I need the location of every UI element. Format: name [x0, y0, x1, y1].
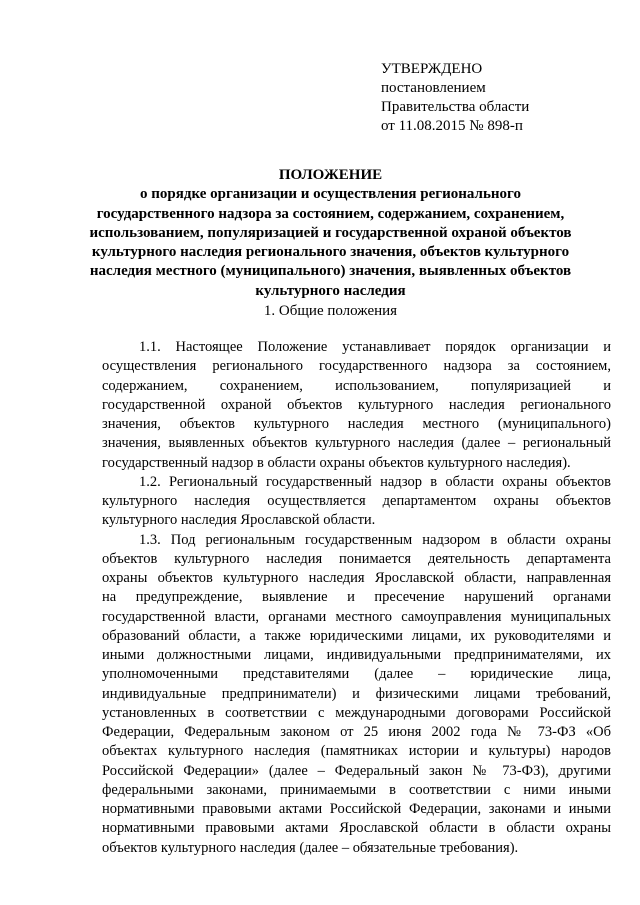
approval-stamp	[381, 60, 529, 136]
text-line: осуществления регионального государственного надзора за состоянием,	[102, 358, 611, 375]
text-line: на предупреждение, выявление и пресечение нарушений органами	[102, 589, 611, 606]
text-line: содержанием, сохранением, использованием, популяризацией и	[102, 377, 611, 394]
text-line: значения, выявленных объектов культурного наследия (далее – региональный	[102, 435, 611, 452]
title-line: ПОЛОЖЕНИЕ	[278, 167, 383, 183]
text-line: объектов культурного наследия понимается деятельность департамента	[102, 550, 611, 567]
approval-word: УТВЕРЖДЕНО	[381, 61, 483, 77]
title-line: государственного надзора за состоянием, содержанием, сохранением,	[96, 205, 565, 222]
text-line: объектов культурного наследия (далее – обязательные требования).	[102, 839, 519, 856]
approval-government: Правительства области	[381, 99, 530, 115]
text-line: Федерации, Федеральным законом от 25 июня 2002 года № 73-ФЗ «Об	[102, 724, 611, 740]
text-line: уполномоченными представителями (далее – юридические лица,	[102, 666, 611, 683]
text-line: иными должностными лицами, индивидуальными предпринимателями, их	[102, 647, 611, 663]
paragraph-1-1	[102, 338, 611, 473]
title-line: культурного наследия регионального значения, объектов культурного	[91, 244, 570, 261]
text-line: Российской Федерации» (далее – Федеральный закон № 73-ФЗ), другими	[102, 762, 611, 779]
text-line: государственной охраной объектов культурного наследия регионального	[102, 396, 611, 413]
text-line: нормативными правовыми актами Ярославской области в области охраны	[102, 820, 611, 837]
document-body	[102, 338, 611, 858]
title-line: культурного наследия	[255, 282, 406, 299]
text-line: государственной власти, органами местного самоуправления муниципальных	[102, 608, 611, 625]
text-line: 1.3. Под региональным государственным надзором в области охраны	[139, 531, 611, 548]
text-line: индивидуальные предприниматели) и физическими лицами требований,	[102, 685, 611, 702]
paragraph-1-2	[102, 473, 611, 531]
approval-by-resolution: постановлением	[381, 80, 486, 96]
title-line: о порядке организации и осуществления регионального	[140, 186, 521, 203]
title-line: использованием, популяризацией и государственной охраной объектов	[89, 224, 572, 241]
text-line: установленных в соответствии с международными договорами Российской	[102, 704, 611, 721]
text-line: федеральными законами, принимаемыми в соответствии с ними иными	[102, 781, 611, 798]
title-line: наследия местного (муниципального) значения, выявленных объектов	[89, 263, 572, 280]
text-line: охраны объектов культурного наследия Ярославской области, направленная	[102, 570, 611, 586]
text-line: культурного наследия осуществляется департаментом охраны объектов	[102, 493, 611, 509]
paragraph-1-3	[102, 531, 611, 858]
text-line: нормативными правовыми актами Российской Федерации, законами и иными	[102, 801, 611, 817]
text-line: образований области, а также юридическими лицами, их руководителями и	[102, 627, 611, 644]
text-line: объектах культурного наследия (памятниках истории и культуры) народов	[102, 743, 611, 760]
approval-date-number: от 11.08.2015 № 898-п	[381, 118, 523, 134]
text-line: 1.1. Настоящее Положение устанавливает порядок организации и	[139, 339, 611, 355]
text-line: культурного наследия Ярославской области.	[102, 512, 376, 529]
section-heading: 1. Общие положения	[263, 303, 398, 319]
text-line: 1.2. Региональный государственный надзор в области охраны объектов	[139, 473, 611, 490]
text-line: государственный надзор в области охраны объектов культурного наследия).	[102, 454, 571, 471]
text-line: значения, объектов культурного наследия местного (муниципального)	[102, 416, 611, 432]
document-title	[60, 166, 601, 301]
